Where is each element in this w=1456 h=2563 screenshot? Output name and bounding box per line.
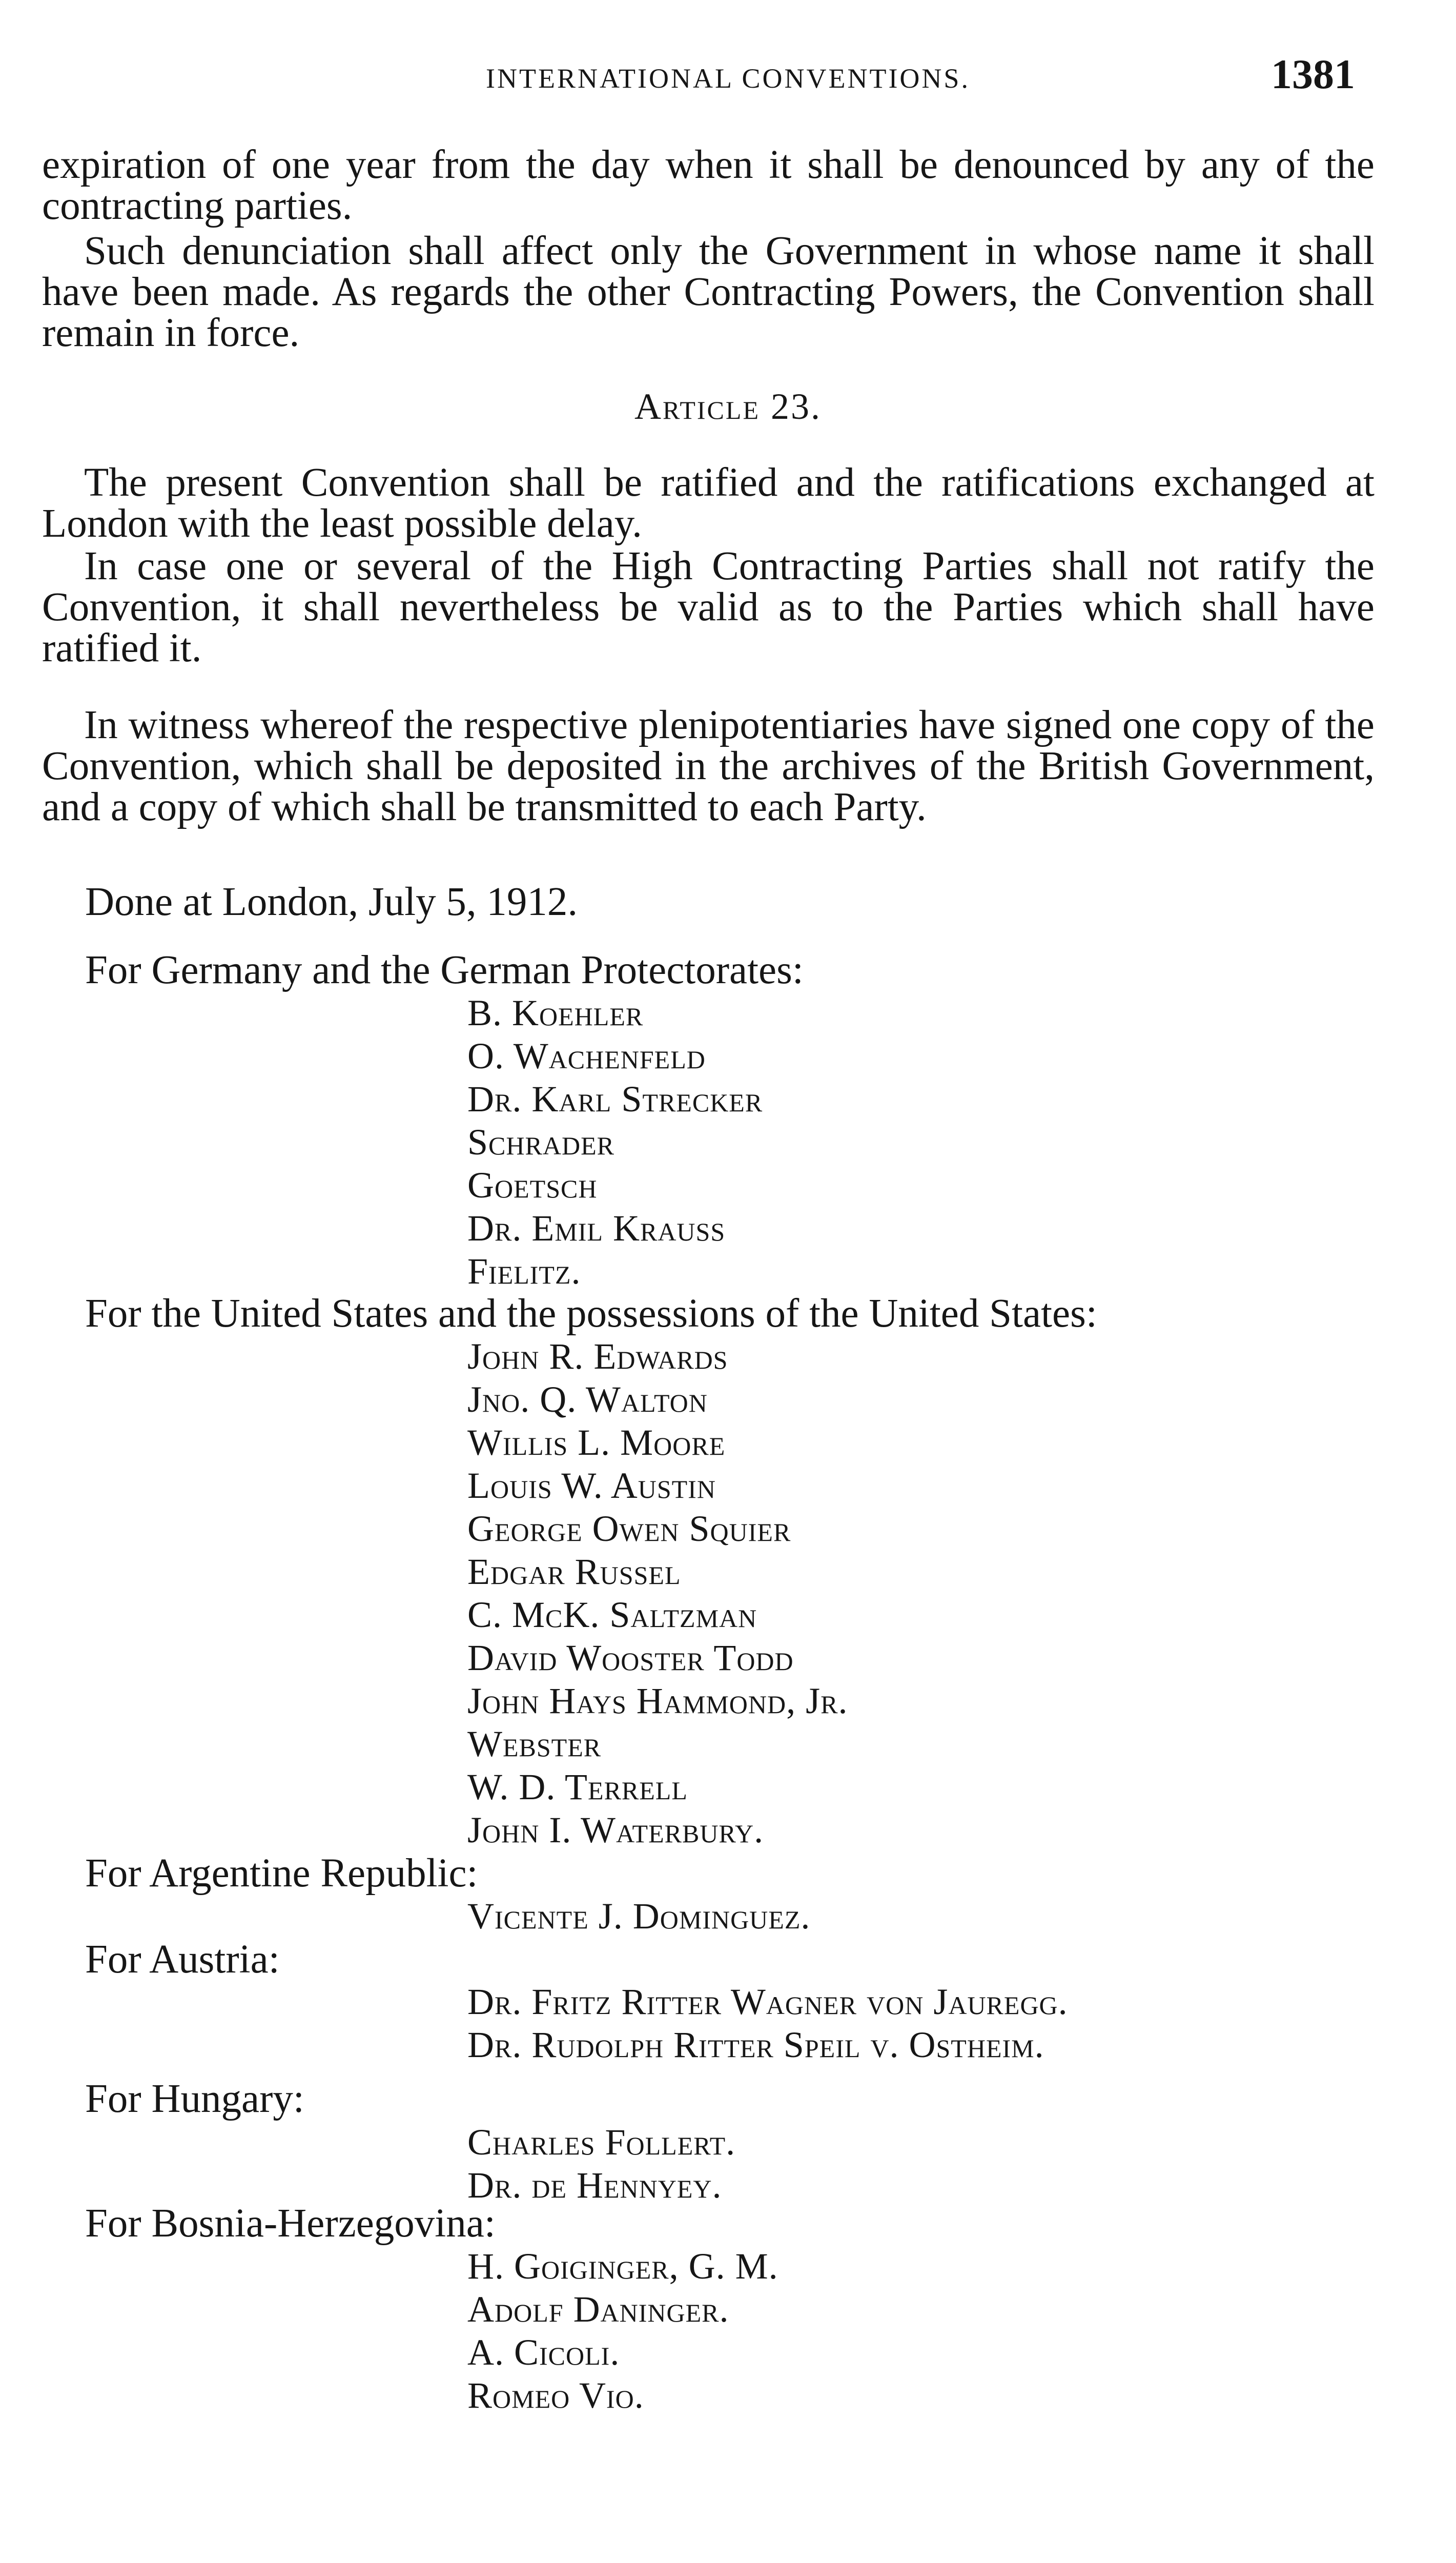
signatory-name: Dr. Fritz Ritter Wagner von Jauregg.: [467, 1981, 1068, 2022]
signatory-name: O. Wachenfeld: [467, 1035, 706, 1076]
done-at-line: Done at London, July 5, 1912.: [85, 880, 578, 924]
signatory-name: Goetsch: [467, 1165, 598, 1206]
signatory-name: Willis L. Moore: [467, 1422, 726, 1463]
signatory-heading: For Austria:: [85, 1937, 280, 1982]
signatory-name: Dr. Karl Strecker: [467, 1079, 763, 1120]
signatory-name: Charles Follert.: [467, 2122, 736, 2163]
page-number: 1381: [1271, 51, 1355, 97]
signatory-name: Louis W. Austin: [467, 1465, 716, 1506]
signatory-heading: For Bosnia-Herzegovina:: [85, 2201, 496, 2246]
signatory-name: David Wooster Todd: [467, 1637, 794, 1678]
paragraph-text: The present Convention shall be ratified and the ratifications exchanged at London with the least possible delay.: [42, 460, 1375, 546]
signatory-name: Dr. Emil Krauss: [467, 1208, 726, 1249]
signatory-name: C. McK. Saltzman: [467, 1594, 757, 1635]
signatory-name: A. Cicoli.: [467, 2332, 620, 2373]
signatory-name: John I. Waterbury.: [467, 1809, 764, 1850]
signatory-name: Romeo Vio.: [467, 2375, 644, 2416]
signatory-name: Edgar Russel: [467, 1551, 681, 1592]
signatory-name: H. Goiginger, G. M.: [467, 2246, 778, 2287]
paragraph-expiration: [42, 145, 1375, 227]
running-header-title: INTERNATIONAL CONVENTIONS.: [486, 63, 970, 94]
paragraph-text: In case one or several of the High Contracting Parties shall not ratify the Convention, it shall nevertheless be valid as to the Parties which shall have ratified it.: [42, 544, 1375, 670]
paragraph-text: In witness whereof the respective plenipotentiaries have signed one copy of the Convention, which shall be deposited in the archives of the British Government, and a copy of which shall be transmitted to each Party.: [42, 703, 1375, 829]
signatory-name: Schrader: [467, 1122, 614, 1163]
paragraph-ratification: [42, 462, 1375, 544]
paragraph-text: Such denunciation shall affect only the Government in whose name it shall have been made. As regards the other Contracting Powers, the Convention shall remain in force.: [42, 229, 1375, 355]
paragraph-validity: [42, 546, 1375, 669]
article-heading: Article 23.: [634, 386, 822, 427]
signatory-heading: For the United States and the possessions of the United States:: [85, 1291, 1097, 1336]
paragraph-witness: [42, 705, 1375, 828]
signatory-name: W. D. Terrell: [467, 1766, 688, 1807]
signatory-name: Fielitz.: [467, 1251, 581, 1292]
signatory-name: B. Koehler: [467, 992, 644, 1033]
signatory-name: George Owen Squier: [467, 1508, 791, 1549]
signatory-heading: For Germany and the German Protectorates:: [85, 948, 804, 992]
signatory-name: Dr. de Hennyey.: [467, 2165, 722, 2206]
signatory-name: John Hays Hammond, Jr.: [467, 1680, 848, 1721]
signatory-name: Webster: [467, 1723, 602, 1764]
signatory-name: John R. Edwards: [467, 1336, 728, 1377]
signatory-name: Adolf Daninger.: [467, 2289, 729, 2330]
signatory-name: Dr. Rudolph Ritter Speil v. Ostheim.: [467, 2024, 1044, 2065]
signatory-name: Vicente J. Dominguez.: [467, 1896, 811, 1937]
signatory-heading: For Hungary:: [85, 2077, 304, 2121]
signatory-heading: For Argentine Republic:: [85, 1851, 478, 1896]
paragraph-text: expiration of one year from the day when it shall be denounced by any of the contracting parties.: [42, 143, 1375, 228]
paragraph-denunciation: [42, 231, 1375, 354]
signatory-name: Jno. Q. Walton: [467, 1379, 708, 1420]
